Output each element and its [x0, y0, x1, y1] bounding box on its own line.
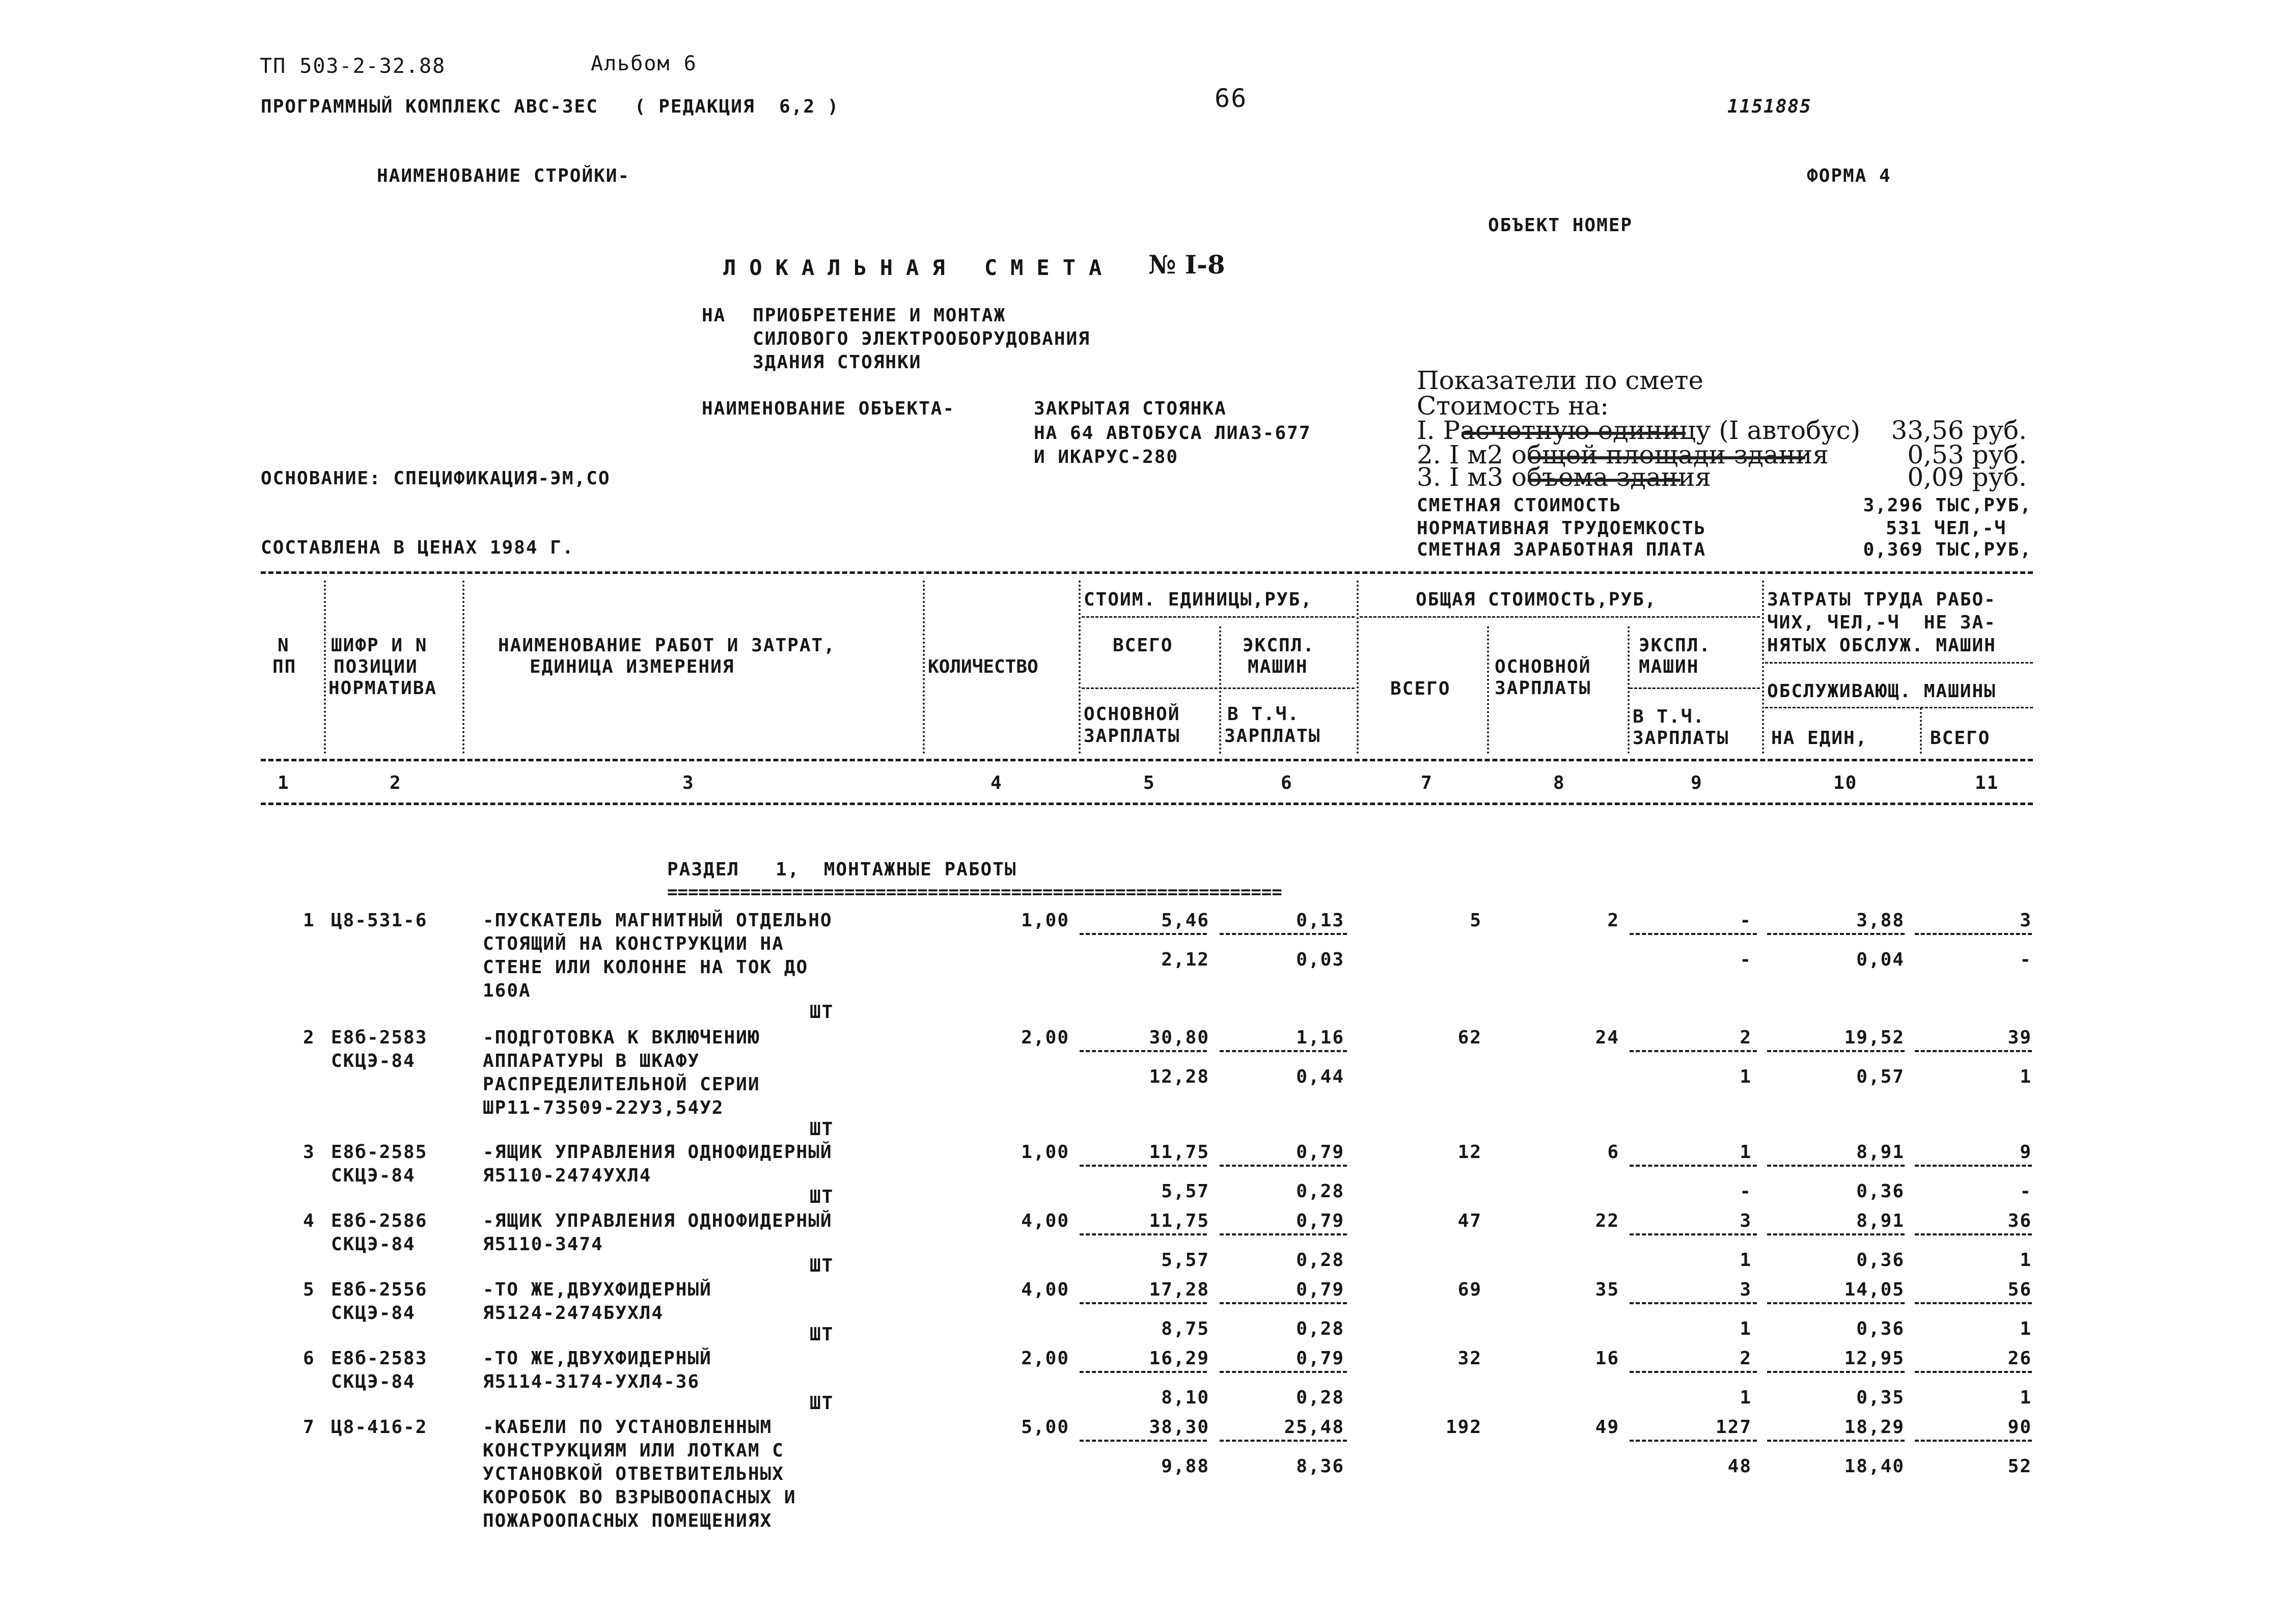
row-unit-cost-machines: 0,79: [1296, 1210, 1344, 1231]
row-labor-machines-total: 52: [2007, 1456, 2032, 1477]
indicator-label: I. Расчетную единицу (I автобус): [1417, 416, 1861, 445]
na-edin-header: НА ЕДИН,: [1771, 728, 1868, 749]
column-divider: [324, 581, 326, 754]
row-machine-salary: 1: [1740, 1318, 1752, 1339]
project-code: ТП 503-2-32.88: [260, 54, 446, 78]
row-number: 7: [303, 1417, 315, 1438]
row-machine-salary: 1: [1740, 1066, 1752, 1087]
row-machine-salary: 1: [1740, 1387, 1752, 1408]
row-base-salary-unit: 2,12: [1161, 949, 1209, 970]
row-labor-machines-unit: 0,04: [1856, 949, 1905, 970]
value-separator: [1220, 1050, 1347, 1052]
value-separator: [1630, 1371, 1757, 1373]
osn-header: ОСНОВНОЙ: [1084, 704, 1180, 725]
indicator-label: 3. I м3 объема здания: [1417, 462, 1712, 492]
expl-header: МАШИН: [1248, 656, 1308, 677]
col2-header: НОРМАТИВА: [328, 678, 437, 699]
value-separator: [1080, 933, 1207, 935]
row-base-salary: 6: [1607, 1142, 1619, 1163]
vsego2-header: ВСЕГО: [1390, 678, 1451, 699]
row-unit-cost-total: 38,30: [1149, 1417, 1209, 1438]
column-divider: [1920, 708, 1922, 754]
estimate-title: ЛОКАЛЬНАЯ СМЕТА: [723, 255, 1115, 280]
row-code: Ц8-531-6: [331, 910, 428, 931]
row-code: Е8б-2583: [331, 1348, 428, 1369]
row-labor-per-unit: 3,88: [1856, 910, 1905, 931]
value-separator: [1915, 1302, 2032, 1304]
cost-heading: Стоимость на:: [1417, 391, 1609, 421]
row-machine-cost: 3: [1740, 1210, 1752, 1231]
value-separator: [1767, 1302, 1905, 1304]
row-labor-machines-unit: 0,36: [1856, 1250, 1905, 1271]
value-separator: [1767, 1440, 1905, 1442]
row-labor-per-unit: 8,91: [1856, 1142, 1905, 1163]
header-sub-rule: [1765, 707, 2033, 708]
value-separator: [1080, 1165, 1207, 1167]
row-unit-cost-machines: 0,79: [1296, 1142, 1344, 1163]
total-value: 0,369 ТЫС,РУБ,: [1863, 539, 2032, 560]
row-unit-cost-machines: 0,79: [1296, 1348, 1344, 1369]
row-labor-machines-unit: 0,36: [1856, 1181, 1905, 1202]
total-cost-header: ОБЩАЯ СТОИМОСТЬ,РУБ,: [1416, 589, 1657, 610]
row-description: -ТО ЖЕ,ДВУХФИДЕРНЫЙ: [483, 1279, 712, 1300]
value-separator: [1220, 1302, 1347, 1304]
row-labor-total: 9: [2020, 1142, 2032, 1163]
row-labor-machines-unit: 0,57: [1856, 1066, 1905, 1087]
value-separator: [1080, 1233, 1207, 1235]
value-separator: [1220, 1233, 1347, 1235]
row-machine-cost: 3: [1740, 1279, 1752, 1300]
row-salary-in-machines: 0,44: [1296, 1066, 1344, 1087]
row-labor-per-unit: 18,29: [1844, 1417, 1905, 1438]
total-label: НОРМАТИВНАЯ ТРУДОЕМКОСТЬ: [1417, 518, 1706, 539]
row-base-salary-unit: 12,28: [1149, 1066, 1209, 1087]
row-description: -ТО ЖЕ,ДВУХФИДЕРНЫЙ: [483, 1348, 712, 1369]
header-sub-rule: [1630, 687, 1760, 689]
row-labor-machines-total: 1: [2020, 1318, 2032, 1339]
value-separator: [1220, 933, 1347, 935]
value-separator: [1630, 933, 1757, 935]
row-total-cost: 32: [1457, 1348, 1482, 1369]
row-salary-in-machines: 8,36: [1296, 1456, 1344, 1477]
row-description: ШР11-73509-22У3,54У2: [483, 1097, 724, 1118]
title-na: НА: [702, 305, 726, 326]
column-divider: [1628, 626, 1630, 754]
row-base-salary-unit: 8,10: [1161, 1387, 1209, 1408]
indicators-heading: Показатели по смете: [1417, 366, 1704, 395]
column-divider: [1079, 581, 1081, 754]
row-unit-cost-machines: 25,48: [1284, 1417, 1344, 1438]
page-number: 66: [1215, 84, 1248, 113]
value-separator: [1767, 1233, 1905, 1235]
header-sub-rule: [1082, 616, 1355, 618]
column-number: 4: [990, 773, 1003, 793]
value-separator: [1630, 1233, 1757, 1235]
row-salary-in-machines: 0,28: [1296, 1250, 1344, 1271]
row-description: УСТАНОВКОЙ ОТВЕТВИТЕЛЬНЫХ: [483, 1464, 784, 1484]
row-description: Я5110-3474: [483, 1234, 603, 1255]
program-label: ПРОГРАММНЫЙ КОМПЛЕКС АВС-ЗЕС ( РЕДАКЦИЯ 6,2 ): [261, 96, 840, 117]
col1-header: N: [278, 635, 290, 656]
row-base-salary-unit: 5,57: [1161, 1250, 1209, 1271]
total-value: 3,296 ТЫС,РУБ,: [1863, 495, 2032, 516]
object-line: ЗАКРЫТАЯ СТОЯНКА: [1034, 398, 1227, 419]
row-labor-total: 39: [2007, 1027, 2032, 1048]
row-unit-cost-total: 5,46: [1161, 910, 1209, 931]
object-name-label: НАИМЕНОВАНИЕ ОБЪЕКТА-: [702, 398, 955, 419]
value-separator: [1220, 1440, 1347, 1442]
row-description: СТОЯЩИЙ НА КОНСТРУКЦИИ НА: [483, 933, 784, 954]
vsego-header: ВСЕГО: [1113, 635, 1173, 656]
row-description: Я5124-2474БУХЛ4: [483, 1303, 664, 1324]
osn-header: ЗАРПЛАТЫ: [1084, 726, 1180, 747]
row-salary-in-machines: 0,28: [1296, 1318, 1344, 1339]
column-number: 5: [1143, 773, 1155, 793]
row-salary-in-machines: 0,28: [1296, 1181, 1344, 1202]
row-machine-salary: -: [1740, 949, 1752, 970]
row-code: Е8б-2586: [331, 1210, 428, 1231]
row-unit-cost-machines: 1,16: [1296, 1027, 1344, 1048]
expl2-header: ЭКСПЛ.: [1639, 635, 1712, 656]
row-unit-cost-total: 17,28: [1149, 1279, 1209, 1300]
row-quantity: 2,00: [1021, 1027, 1069, 1048]
row-code: Е8б-2583: [331, 1027, 428, 1048]
osn2-header: ЗАРПЛАТЫ: [1495, 678, 1591, 699]
labor-header: ЧИХ, ЧЕЛ,-Ч НЕ ЗА-: [1767, 612, 1996, 633]
labor-header: ЗАТРАТЫ ТРУДА РАБО-: [1767, 589, 1996, 610]
row-base-salary: 35: [1595, 1279, 1619, 1300]
row-quantity: 2,00: [1021, 1348, 1069, 1369]
row-labor-per-unit: 14,05: [1844, 1279, 1905, 1300]
value-separator: [1915, 1165, 2032, 1167]
total-value: 531 ЧЕЛ,-Ч: [1886, 518, 2006, 539]
row-base-salary-unit: 9,88: [1161, 1456, 1209, 1477]
value-separator: [1915, 933, 2032, 935]
row-code: Е8б-2556: [331, 1279, 428, 1300]
row-machine-cost: -: [1740, 910, 1752, 931]
row-description: КОНСТРУКЦИЯМ ИЛИ ЛОТКАМ С: [483, 1440, 784, 1461]
row-description: АППАРАТУРЫ В ШКАФУ: [483, 1051, 700, 1071]
osn2-header: ОСНОВНОЙ: [1495, 656, 1591, 677]
value-separator: [1080, 1050, 1207, 1052]
row-base-salary: 49: [1595, 1417, 1619, 1438]
row-unit-cost-total: 11,75: [1149, 1210, 1209, 1231]
row-unit: ШТ: [810, 1119, 834, 1140]
row-labor-machines-total: 1: [2020, 1066, 2032, 1087]
total-label: СМЕТНАЯ ЗАРАБОТНАЯ ПЛАТА: [1417, 539, 1706, 560]
unit-cost-header: СТОИМ. ЕДИНИЦЫ,РУБ,: [1084, 589, 1313, 610]
row-labor-machines-total: 1: [2020, 1250, 2032, 1271]
section-underline: ===========================================================: [667, 882, 1282, 902]
row-labor-total: 36: [2007, 1210, 2032, 1231]
vtch-header: В Т.Ч.: [1227, 704, 1300, 725]
row-quantity: 1,00: [1021, 910, 1069, 931]
row-machine-salary: 1: [1740, 1250, 1752, 1271]
column-number: 10: [1833, 773, 1858, 793]
row-machine-cost: 1: [1740, 1142, 1752, 1163]
value-separator: [1630, 1050, 1757, 1052]
row-number: 2: [303, 1027, 315, 1048]
row-description: -КАБЕЛИ ПО УСТАНОВЛЕННЫМ: [483, 1417, 773, 1438]
row-machine-cost: 127: [1715, 1417, 1752, 1438]
row-base-salary-unit: 5,57: [1161, 1181, 1209, 1202]
basis-line: ОСНОВАНИЕ: СПЕЦИФИКАЦИЯ-ЭМ,СО: [261, 468, 611, 489]
row-number: 6: [303, 1348, 315, 1369]
column-divider: [462, 581, 464, 754]
value-separator: [1080, 1371, 1207, 1373]
row-code: Е8б-2585: [331, 1142, 428, 1163]
row-description: СТЕНЕ ИЛИ КОЛОННЕ НА ТОК ДО: [483, 957, 809, 978]
indicator-value: 0,53 руб.: [1907, 440, 2027, 470]
row-labor-total: 90: [2007, 1417, 2032, 1438]
value-separator: [1767, 1165, 1905, 1167]
section-title: РАЗДЕЛ 1, МОНТАЖНЫЕ РАБОТЫ: [667, 859, 1017, 880]
header-sub-rule: [1360, 616, 1760, 618]
row-total-cost: 192: [1445, 1417, 1482, 1438]
column-number: 3: [682, 773, 695, 793]
subject-line: ЗДАНИЯ СТОЯНКИ: [753, 352, 922, 373]
table-header-rule: [261, 759, 2033, 761]
row-base-salary: 16: [1595, 1348, 1619, 1369]
vsego3-header: ВСЕГО: [1930, 728, 1991, 749]
value-separator: [1220, 1371, 1347, 1373]
row-base-salary: 2: [1607, 910, 1619, 931]
indicator-label: 2. I м2 общей площади здания: [1417, 440, 1829, 470]
col3-header: ЕДИНИЦА ИЗМЕРЕНИЯ: [530, 656, 735, 677]
row-unit-cost-total: 30,80: [1149, 1027, 1209, 1048]
subject-line: СИЛОВОГО ЭЛЕКТРООБОРУДОВАНИЯ: [753, 328, 1090, 349]
strike-mark: [1528, 456, 1805, 459]
row-labor-machines-total: -: [2020, 1181, 2032, 1202]
row-quantity: 5,00: [1021, 1417, 1069, 1438]
row-quantity: 1,00: [1021, 1142, 1069, 1163]
row-unit-cost-total: 16,29: [1149, 1348, 1209, 1369]
row-labor-per-unit: 19,52: [1844, 1027, 1905, 1048]
value-separator: [1220, 1165, 1347, 1167]
row-description: -ЯЩИК УПРАВЛЕНИЯ ОДНОФИДЕРНЫЙ: [483, 1210, 833, 1231]
vtch2-header: ЗАРПЛАТЫ: [1633, 728, 1729, 749]
form-label: ФОРМА 4: [1807, 166, 1891, 186]
column-number: 11: [1975, 773, 1999, 793]
row-description: ПОЖАРООПАСНЫХ ПОМЕЩЕНИЯХ: [483, 1510, 773, 1531]
labor-header: НЯТЫХ ОБСЛУЖ. МАШИН: [1767, 635, 1996, 656]
row-unit-cost-total: 11,75: [1149, 1142, 1209, 1163]
row-unit: ШТ: [810, 1255, 834, 1276]
row-quantity: 4,00: [1021, 1210, 1069, 1231]
row-description: КОРОБОК ВО ВЗРЫВООПАСНЫХ И: [483, 1487, 796, 1508]
vtch2-header: В Т.Ч.: [1633, 706, 1705, 727]
column-divider: [923, 581, 925, 754]
row-description: -ПОДГОТОВКА К ВКЛЮЧЕНИЮ: [483, 1027, 760, 1048]
row-labor-machines-unit: 0,35: [1856, 1387, 1905, 1408]
expl2-header: МАШИН: [1639, 656, 1699, 677]
row-total-cost: 5: [1470, 910, 1482, 931]
row-unit: ШТ: [810, 1324, 834, 1345]
row-labor-total: 26: [2007, 1348, 2032, 1369]
row-machine-salary: -: [1740, 1181, 1752, 1202]
row-description: 160А: [483, 980, 531, 1001]
expl-header: ЭКСПЛ.: [1243, 635, 1315, 656]
row-number: 5: [303, 1279, 315, 1300]
labor-header: ОБСЛУЖИВАЮЩ. МАШИНЫ: [1767, 681, 1996, 702]
row-salary-in-machines: 0,03: [1296, 949, 1344, 970]
row-number: 4: [303, 1210, 315, 1231]
indicator-value: 0,09 руб.: [1907, 462, 2027, 492]
column-number-rule: [261, 803, 2033, 805]
column-divider: [1762, 581, 1764, 754]
column-number: 8: [1553, 773, 1565, 793]
row-code: СКЦЭ-84: [331, 1051, 416, 1071]
row-labor-per-unit: 8,91: [1856, 1210, 1905, 1231]
construction-label: НАИМЕНОВАНИЕ СТРОЙКИ-: [377, 166, 630, 186]
row-code: СКЦЭ-84: [331, 1165, 416, 1186]
row-labor-per-unit: 12,95: [1844, 1348, 1905, 1369]
row-labor-machines-total: 1: [2020, 1387, 2032, 1408]
row-base-salary: 24: [1595, 1027, 1619, 1048]
strike-mark: [1462, 432, 1686, 435]
estimate-number: № I-8: [1148, 250, 1225, 280]
value-separator: [1630, 1302, 1757, 1304]
row-unit: ШТ: [810, 1393, 834, 1414]
value-separator: [1915, 1371, 2032, 1373]
row-code: СКЦЭ-84: [331, 1303, 416, 1324]
value-separator: [1767, 933, 1905, 935]
col1-header: ПП: [272, 656, 297, 677]
row-base-salary: 22: [1595, 1210, 1619, 1231]
column-divider: [1219, 626, 1221, 754]
row-machine-cost: 2: [1740, 1348, 1752, 1369]
column-divider: [1357, 581, 1359, 754]
row-unit-cost-machines: 0,79: [1296, 1279, 1344, 1300]
row-quantity: 4,00: [1021, 1279, 1069, 1300]
row-code: Ц8-416-2: [331, 1417, 428, 1438]
column-number: 6: [1281, 773, 1293, 793]
doc-number: 1151885: [1727, 96, 1812, 117]
row-total-cost: 69: [1457, 1279, 1482, 1300]
row-labor-machines-unit: 0,36: [1856, 1318, 1905, 1339]
row-labor-total: 3: [2020, 910, 2032, 931]
column-divider: [1487, 626, 1489, 754]
row-base-salary-unit: 8,75: [1161, 1318, 1209, 1339]
vtch-header: ЗАРПЛАТЫ: [1224, 726, 1321, 747]
row-total-cost: 12: [1457, 1142, 1482, 1163]
row-total-cost: 62: [1457, 1027, 1482, 1048]
row-description: Я5110-2474УХЛ4: [483, 1165, 652, 1186]
row-salary-in-machines: 0,28: [1296, 1387, 1344, 1408]
row-unit: ШТ: [810, 1187, 834, 1207]
value-separator: [1767, 1371, 1905, 1373]
value-separator: [1630, 1440, 1757, 1442]
row-labor-total: 56: [2007, 1279, 2032, 1300]
value-separator: [1915, 1440, 2032, 1442]
row-description: -ПУСКАТЕЛЬ МАГНИТНЫЙ ОТДЕЛЬНО: [483, 910, 833, 931]
object-line: НА 64 АВТОБУСА ЛИАЗ-677: [1034, 423, 1311, 444]
value-separator: [1080, 1440, 1207, 1442]
row-machine-cost: 2: [1740, 1027, 1752, 1048]
column-number: 1: [278, 773, 290, 793]
row-labor-machines-unit: 18,40: [1844, 1456, 1905, 1477]
value-separator: [1630, 1165, 1757, 1167]
column-number: 9: [1691, 773, 1703, 793]
row-unit-cost-machines: 0,13: [1296, 910, 1344, 931]
col3-header: НАИМЕНОВАНИЕ РАБОТ И ЗАТРАТ,: [498, 635, 836, 656]
value-separator: [1915, 1233, 2032, 1235]
row-description: -ЯЩИК УПРАВЛЕНИЯ ОДНОФИДЕРНЫЙ: [483, 1142, 833, 1163]
col4-header: КОЛИЧЕСТВО: [928, 656, 1038, 677]
album-label: Альбом 6: [591, 52, 697, 75]
value-separator: [1767, 1050, 1905, 1052]
row-description: Я5114-3174-УХЛ4-36: [483, 1371, 700, 1392]
row-number: 3: [303, 1142, 315, 1163]
value-separator: [1080, 1302, 1207, 1304]
object-number-label: ОБЪЕКТ НОМЕР: [1488, 215, 1633, 236]
row-number: 1: [303, 910, 315, 931]
row-total-cost: 47: [1457, 1210, 1482, 1231]
row-code: СКЦЭ-84: [331, 1234, 416, 1255]
indicator-value: 33,56 руб.: [1891, 416, 2027, 445]
row-unit: ШТ: [810, 1002, 834, 1023]
row-labor-machines-total: -: [2020, 949, 2032, 970]
total-label: СМЕТНАЯ СТОИМОСТЬ: [1417, 495, 1622, 516]
strike-mark: [1528, 479, 1681, 482]
row-description: РАСПРЕДЕЛИТЕЛЬНОЙ СЕРИИ: [483, 1074, 760, 1095]
row-machine-salary: 48: [1727, 1456, 1752, 1477]
table-top-rule: [261, 571, 2033, 574]
prices-line: СОСТАВЛЕНА В ЦЕНАХ 1984 Г.: [261, 537, 574, 558]
value-separator: [1915, 1050, 2032, 1052]
column-number: 7: [1421, 773, 1433, 793]
col2-header: ПОЗИЦИИ: [334, 656, 418, 677]
subject-line: ПРИОБРЕТЕНИЕ И МОНТАЖ: [753, 305, 1006, 326]
header-sub-rule: [1765, 662, 2033, 664]
column-number: 2: [390, 773, 402, 793]
object-line: И ИКАРУС-280: [1034, 447, 1179, 467]
row-code: СКЦЭ-84: [331, 1371, 416, 1392]
header-sub-rule: [1082, 687, 1355, 689]
col2-header: ШИФР И N: [331, 635, 428, 656]
